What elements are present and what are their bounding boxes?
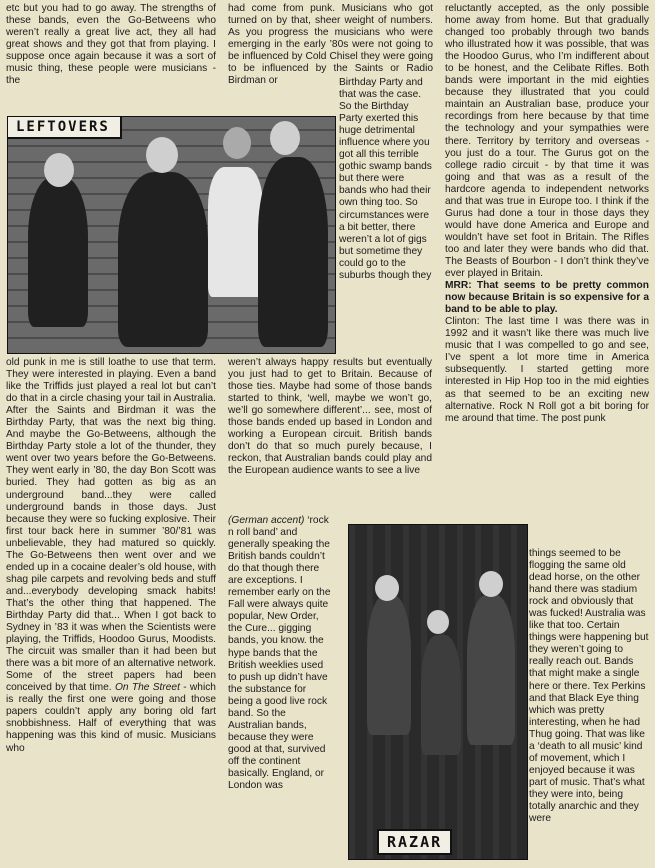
article-paragraph: Birthday Party and that was the case. So the Birthday Party exerted this huge detrimental influence where you got all this terrible gothic swamp bands but there were bands who had their own thing too. So circumstances were a bit better, there weren’t a lot of gigs but sometime they could go to the suburbs though they xyxy=(339,77,432,281)
article-paragraph xyxy=(228,515,333,792)
article-column-a-bottom xyxy=(6,357,216,865)
interview-question: MRR: That seems to be pretty common now because Britain is so expensive for a band to be able to play. xyxy=(445,280,649,316)
article-column-a-top xyxy=(6,3,216,113)
band-member-figure xyxy=(367,595,411,735)
article-paragraph: weren’t always happy results but eventually you just had to get to Britain. Because of those ties. Maybe had some of those bands started to think, ‘well, maybe we won’t go, we’ll go somewhere different’... see, most of those bands ended up based in London and working a European circuit. British bands don’t do that so much purely because, I reckon, that Australian bands could play and the European audience wants to see a live xyxy=(228,357,432,477)
article-column-c-narrow xyxy=(529,548,649,865)
article-text: old punk in me is still loathe to use that term. They were interested in playing. Even a band like the Triffids just played a real lot but can’t do that in a circle chasing your tail in Australia. After the Saints and Birdman it was the Birthday Party, that was the next big thing. And maybe the Go-Betweens, although the Birthday Party stole a lot of the thunder, they went over two years before the Go-Betweens. They went early in ’80, the day Bon Scott was buried. They had gotten as big as an underground band...they were called underground bands in those days. Just because they were so fucking explosive. Their first tour back here in summer ’80/’81 was unbelievable, they had matured so quickly. The Go-Betweens then went over and we ended up in a cocaine dealer’s old house, with shag pile carpets and revolving beds and stuff and...everybody developing smack habits! That’s the other thing that happened. The Birthday Party did that... When I got back to Sydney in ’83 it was when the Scientists were playing, the Triffids, Hoodoo Gurus, Moodists. The circuit was smaller than it had been but there was a bit more of an alternative network. Some of the street papers had been conceived by that time. xyxy=(6,357,216,694)
aside-text: (German accent) xyxy=(228,515,305,526)
article-column-c-top xyxy=(445,3,649,548)
publication-title: On The Street xyxy=(114,682,180,694)
band-member-figure xyxy=(467,595,515,745)
band-member-figure xyxy=(258,157,328,347)
band-member-face xyxy=(375,575,399,601)
band-member-figure xyxy=(28,177,88,327)
article-paragraph: things seemed to be flogging the same old dead horse, on the other hand there was stadium rock and obviously that was fucked! Australia was like that too. Certain things were happening but they weren’t going to really reach out. Bands that might make a single here or there. Tex Perkins and that Black Eye thing which was pretty interesting, when he had Thug going. That was like a ‘death to all music’ kind of movement, which I enjoyed because it was part of music. That’s what they were into, being totally anarchic and they were xyxy=(529,548,649,825)
band-member-figure xyxy=(208,167,263,297)
photo-caption-label: RAZAR xyxy=(377,829,452,855)
article-text: ‘rock n roll band’ and generally speaking the British bands couldn’t do that though there are exceptions. I remember early on the Fall were always quite popular, New Order, the Cure... gigging bands, you know. the hype bands that the British weeklies used to push up didn’t have the substance for being a good live rock band. So the Australian bands, because they were good at that, survived off the continent basically. England, or London was xyxy=(228,515,331,792)
razar-band-photo xyxy=(348,524,528,860)
band-member-figure xyxy=(421,635,461,755)
article-paragraph: had come from punk. Musicians who got turned on by that, sheer weight of numbers. As you progress the musicians who were emerging in the early ’80s were not going to be influenced by Cold Chisel they were going to be influenced by the Saints or Radio Birdman or xyxy=(228,3,433,87)
article-paragraph: Clinton: The last time I was there was in 1992 and it wasn’t like there was much live music that I was compelled to go and see, I’ve spent a lot more time in America subsequently. I started getting more interested in Hip Hop too in the mid eighties as that seemed to be an exciting new alternative. Rock N Roll got a bit boring for me around that time. The post punk xyxy=(445,316,649,424)
band-member-face xyxy=(270,121,300,155)
article-column-b-narrow xyxy=(339,77,433,352)
band-member-figure xyxy=(118,172,208,347)
band-member-face xyxy=(146,137,178,173)
article-paragraph xyxy=(6,357,216,755)
band-member-face xyxy=(223,127,251,159)
article-column-b-middle xyxy=(228,357,432,515)
article-paragraph: reluctantly accepted, as the only possible home away from home. But that gradually changed too probably through two bands who illustrated how it was possible, that was the Hoodoo Gurus, who I’m indifferent about to be honest, and the Celibate Rifles. Both bands were important in the mid eighties because they illustrated that you could maintain an Australian base, produce your recordings from here because by that time the technology and your sympathies were there. Territory by territory and overseas - you just do a tour. The Gurus got on the college radio circuit - by that time it was going and that was as a result of the hardcore agenda to independent networks and that was true in Europe too. I think if the Gurus had done a tour in those days they would have done America and Europe and wouldn’t have set foot in Britain. The Rifles too and later they were bands who did that. The Beasts of Bourbon - I don’t think they’ve ever played in Britain. xyxy=(445,3,649,280)
article-paragraph: etc but you had to go away. The strengths of these bands, even the Go-Betweens who weren’t really a great live act, they all had great shows and they got that from playing. I suppose once again because it was a sort of music thing, these people were musicians - the xyxy=(6,3,216,87)
article-column-b-bottom xyxy=(228,515,333,865)
leftovers-band-photo xyxy=(7,116,336,354)
photo-caption-label: LEFTOVERS xyxy=(8,117,122,139)
article-text: - which is really the first one were going and those papers couldn’t apply any boring old fart snobbishness. Half of everything that was happening was this kind of music. Musicians who xyxy=(6,682,216,754)
article-column-b-top xyxy=(228,3,433,87)
band-member-face xyxy=(479,571,503,597)
band-member-face xyxy=(427,610,449,634)
band-member-face xyxy=(44,153,74,187)
